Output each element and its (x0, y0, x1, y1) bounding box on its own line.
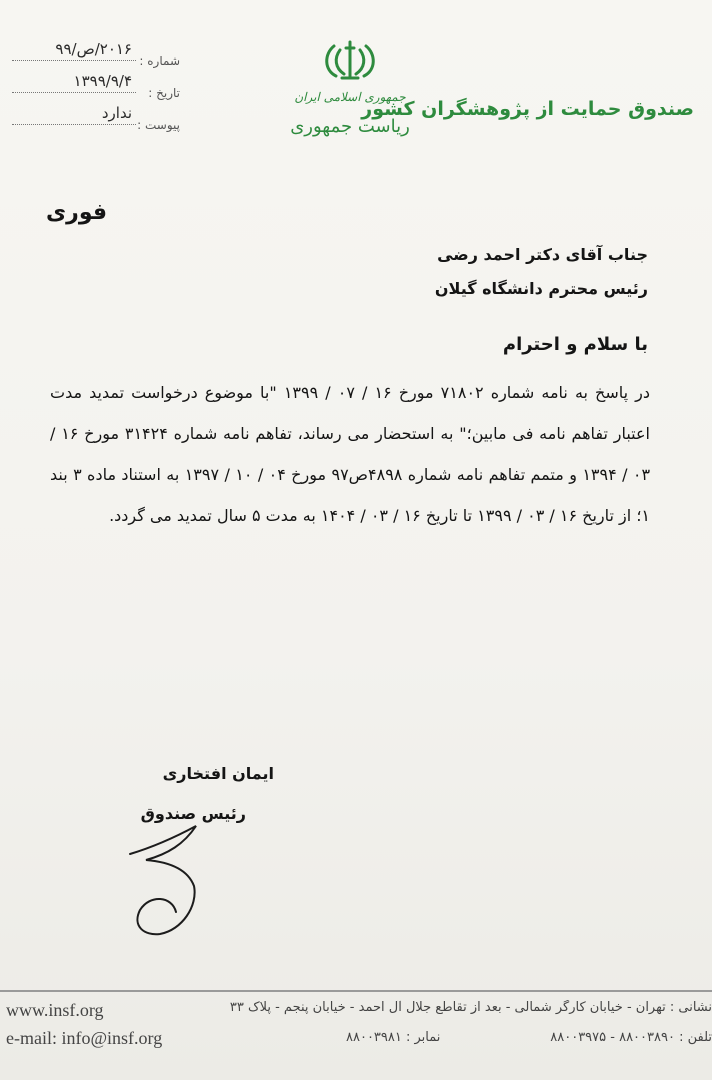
footer-address: نشانی : تهران - خیابان کارگر شمالی - بعد از تقاطع جلال آل احمد - خیابان پنجم - پلاک ۳۳ (229, 1000, 712, 1015)
letter-number: ۲۰۱۶/ص/۹۹ (55, 40, 132, 58)
footer-phone: تلفن : ۸۸۰۰۳۸۹۰ - ۸۸۰۰۳۹۷۵ (550, 1030, 712, 1045)
footer-divider (0, 990, 712, 992)
greeting: با سلام و احترام (502, 334, 648, 355)
letter-body: در پاسخ به نامه شماره ۷۱۸۰۲ مورخ ۱۶ / ۰۷ / ۱۳۹۹ "با موضوع درخواست تمدید مدت اعتبار تفاهم نامه فی مابین؛" به استحضار می رساند، تفاهم نامه شماره ۳۱۴۲۴ مورخ ۱۶ / ۰۳ / ۱۳۹۴ و متمم تفاهم نامه شماره ۴۸۹۸ص۹۷ مورخ ۰۴ / ۱۰ / ۱۳۹۷ به استناد ماده ۳ بند ۱؛ از تاریخ ۱۶ / ۰۳ / ۱۳۹۹ تا تاریخ ۱۶ / ۰۳ / ۱۴۰۴ به مدت ۵ سال تمدید می گردد. (50, 383, 651, 525)
addressee-name: جناب آقای دکتر احمد رضی (437, 245, 648, 264)
office-name: ریاست جمهوری (290, 116, 410, 137)
iran-emblem (270, 38, 430, 148)
letter-attachment-label: پیوست : (137, 118, 180, 132)
footer-fax: نمابر : ۸۸۰۰۳۹۸۱ (346, 1030, 441, 1045)
meta-divider (12, 60, 136, 61)
letter-number-label: شماره : (139, 54, 180, 68)
addressee (228, 238, 648, 306)
letter-attachment: ندارد (101, 104, 132, 122)
footer-website: www.insf.org (6, 1000, 104, 1020)
handwritten-signature (110, 790, 230, 950)
emblem-icon (320, 38, 380, 82)
meta-number-row (8, 40, 188, 68)
meta-divider (12, 124, 136, 125)
footer-email: e-mail: info@insf.org (6, 1028, 163, 1048)
letter-date-label: تاریخ : (148, 86, 180, 100)
addressee-title: رئیس محترم دانشگاه گیلان (434, 279, 648, 298)
letter-date: ۱۳۹۹/۹/۴ (73, 72, 132, 90)
organization-name: صندوق حمایت از پژوهشگران کشور (361, 98, 694, 120)
signer-name: ایمان افتخاری (162, 764, 274, 783)
meta-attachment-row (8, 104, 188, 132)
urgency-label: فوری (46, 200, 108, 225)
meta-date-row (8, 72, 188, 100)
emblem-caption: جمهوری اسلامی ایران (294, 90, 406, 104)
signer-title: رئیس صندوق (140, 804, 246, 823)
meta-divider (12, 92, 136, 93)
